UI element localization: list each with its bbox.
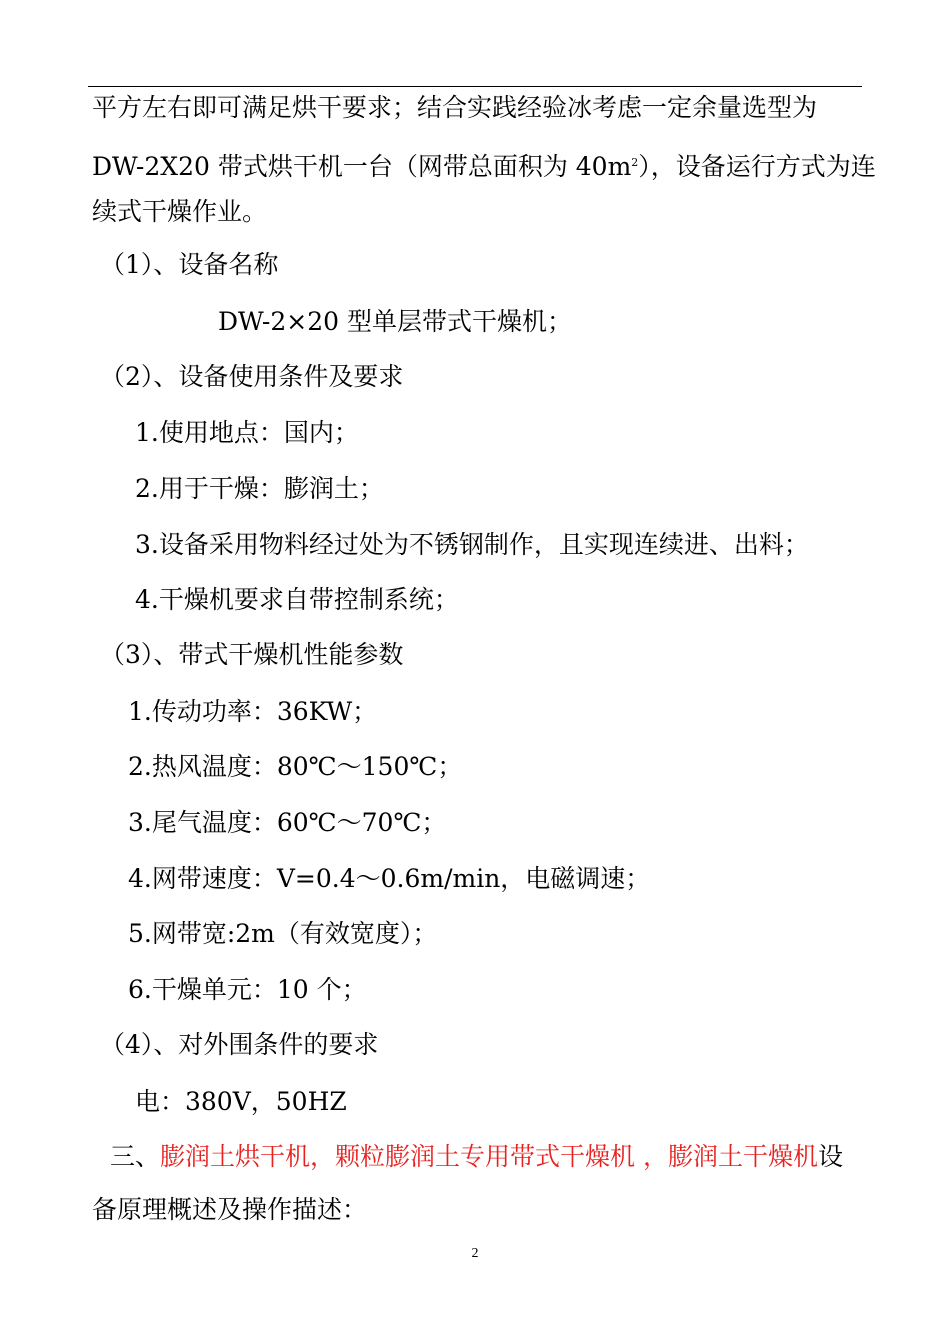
part-3-red-keywords-1: 膨润土烘干机，颗粒膨润土专用带式干燥机 ， <box>160 1142 668 1171</box>
part-3-line-2: 备原理概述及操作描述： <box>92 1195 368 1224</box>
section-3-item: 2.热风温度：80℃～150℃； <box>128 752 463 781</box>
section-3-heading: （3）、带式干燥机性能参数 <box>100 640 404 669</box>
section-2-item: 3.设备采用物料经过处为不锈钢制作，且实现连续进、出料； <box>135 530 809 559</box>
header-rule <box>88 86 862 87</box>
intro-line-2 <box>92 146 876 184</box>
intro-line-3: 续式干燥作业。 <box>92 197 268 226</box>
section-2-item: 1.使用地点：国内； <box>135 418 359 447</box>
superscript-2: 2 <box>631 156 639 169</box>
section-1-heading: （1）、设备名称 <box>100 250 279 279</box>
page-number: 2 <box>471 1246 479 1261</box>
part-3-prefix: 三、 <box>110 1142 161 1171</box>
part-3-line-1 <box>110 1140 843 1174</box>
intro-line-2-a: DW-2X20 带式烘干机一台（网带总面积为 40m <box>92 152 632 181</box>
section-2-item: 2.用于干燥：膨润土； <box>135 474 384 503</box>
section-2-item: 4.干燥机要求自带控制系统； <box>135 585 459 614</box>
part-3-red-keywords-2: 膨润土干燥机 <box>667 1142 818 1171</box>
section-4-heading: （4）、对外围条件的要求 <box>100 1030 379 1059</box>
section-3-item: 3.尾气温度：60℃～70℃； <box>128 808 447 837</box>
section-3-item: 6.干燥单元：10 个； <box>128 975 367 1004</box>
intro-line-1: 平方左右即可满足烘干要求；结合实践经验冰考虑一定余量选型为 <box>92 93 818 122</box>
part-3-suffix: 设 <box>817 1142 843 1171</box>
section-4-text: 电：380V，50HZ <box>135 1087 347 1116</box>
section-2-heading: （2）、设备使用条件及要求 <box>100 362 404 391</box>
section-3-item: 1.传动功率：36KW； <box>128 697 378 726</box>
section-3-item: 5.网带宽:2m（有效宽度）； <box>128 919 438 948</box>
section-3-item: 4.网带速度：V=0.4～0.6m/min，电磁调速； <box>128 864 651 893</box>
intro-line-2-b: ），设备运行方式为连 <box>638 152 876 181</box>
section-1-text: DW-2×20 型单层带式干燥机； <box>218 307 572 336</box>
